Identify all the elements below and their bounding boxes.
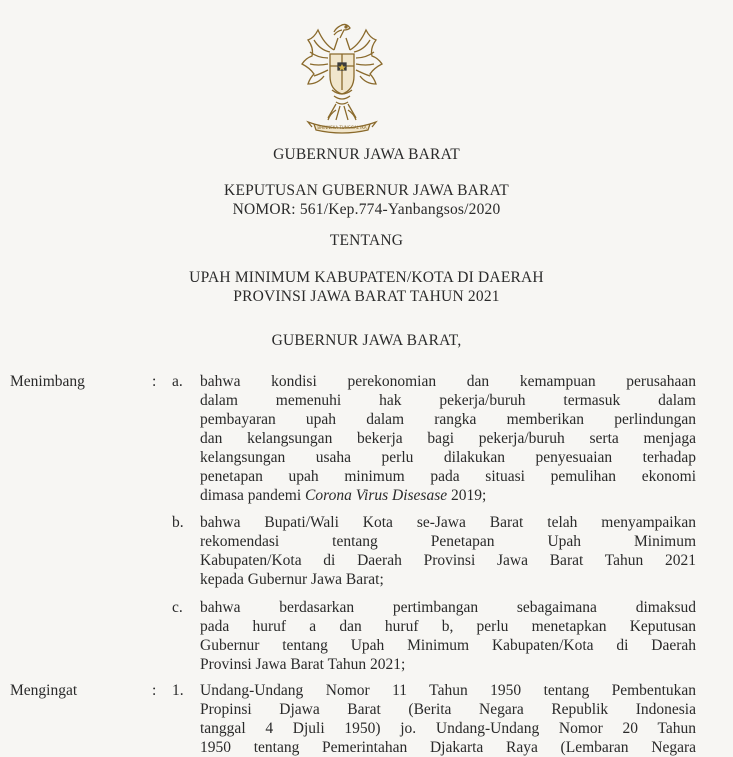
paragraph-line	[200, 486, 696, 505]
paragraph-line: kelangsungan usaha perlu dilakukan penyesuaian terhadap	[200, 449, 696, 466]
paragraph-line: pembayaran upah dalam rangka memberikan perlindungan	[200, 411, 696, 428]
line-text: 2019;	[447, 487, 487, 504]
paragraph-line: penetapan upah minimum pada situasi pemulihan ekonomi	[200, 468, 696, 485]
decree-title: KEPUTUSAN GUBERNUR JAWA BARAT	[224, 182, 509, 199]
paragraph-line: dan kelangsungan bekerja bagi pekerja/buruh serta menjaga	[200, 430, 696, 447]
paragraph-line: bahwa berdasarkan pertimbangan sebagaimana dimaksud	[200, 599, 696, 616]
mengingat-label: Mengingat	[10, 682, 78, 699]
menimbang-colon: :	[152, 373, 157, 390]
menimbang-item-c	[200, 598, 696, 674]
paragraph-line: pada huruf a dan huruf b, perlu menetapkan Keputusan	[200, 618, 696, 635]
paragraph-line: Propinsi Djawa Barat (Berita Negara Republik Indonesia	[200, 701, 696, 718]
decree-number: NOMOR: 561/Kep.774-Yanbangsos/2020	[232, 201, 501, 218]
menimbang-label: Menimbang	[10, 373, 85, 390]
mengingat-item-1	[200, 681, 696, 757]
governor-heading: GUBERNUR JAWA BARAT	[273, 146, 460, 163]
paragraph-line: rekomendasi tentang Penetapan Upah Minimum	[200, 533, 696, 550]
paragraph-line: 1950 tentang Pemerintahan Djakarta Raya (Lembaran Negara	[200, 739, 696, 756]
mengingat-colon: :	[152, 682, 157, 699]
paragraph-line: kepada Gubernur Jawa Barat;	[200, 571, 384, 588]
paragraph-line: tanggal 4 Djuli 1950) jo. Undang-Undang Nomor 20 Tahun	[200, 720, 696, 737]
paragraph-line: Provinsi Jawa Barat Tahun 2021;	[200, 656, 406, 673]
menimbang-item-b	[200, 513, 696, 589]
svg-text:BHINNEKA TUNGGAL IKA: BHINNEKA TUNGGAL IKA	[317, 125, 367, 130]
line-text: dimasa pandemi	[200, 487, 306, 504]
subject-line-2: PROVINSI JAWA BARAT TAHUN 2021	[233, 288, 500, 305]
governor-salutation: GUBERNUR JAWA BARAT,	[271, 332, 462, 349]
paragraph-line: Gubernur tentang Upah Minimum Kabupaten/Kota di Daerah	[200, 637, 696, 654]
decree-subject	[0, 268, 733, 306]
subject-line-1: UPAH MINIMUM KABUPATEN/KOTA DI DAERAH	[189, 269, 544, 286]
paragraph-line: bahwa kondisi perekonomian dan kemampuan perusahaan	[200, 373, 696, 390]
about-heading: TENTANG	[329, 232, 404, 249]
item-marker-1: 1.	[172, 682, 184, 699]
italic-term: Corona Virus Disesase	[305, 487, 448, 504]
paragraph-line: Kabupaten/Kota di Daerah Provinsi Jawa Barat Tahun 2021	[200, 552, 696, 569]
item-marker-b: b.	[172, 514, 184, 531]
paragraph-line: bahwa Bupati/Wali Kota se-Jawa Barat telah menyampaikan	[200, 514, 696, 531]
paragraph-line: Undang-Undang Nomor 11 Tahun 1950 tentang Pembentukan	[200, 682, 696, 699]
item-marker-c: c.	[172, 599, 183, 616]
garuda-pancasila-emblem-icon	[300, 20, 384, 138]
paragraph-line: dalam memenuhi hak pekerja/buruh termasuk dalam	[200, 392, 696, 409]
decree-heading	[0, 181, 733, 219]
menimbang-item-a	[200, 372, 696, 505]
item-marker-a: a.	[172, 373, 183, 390]
